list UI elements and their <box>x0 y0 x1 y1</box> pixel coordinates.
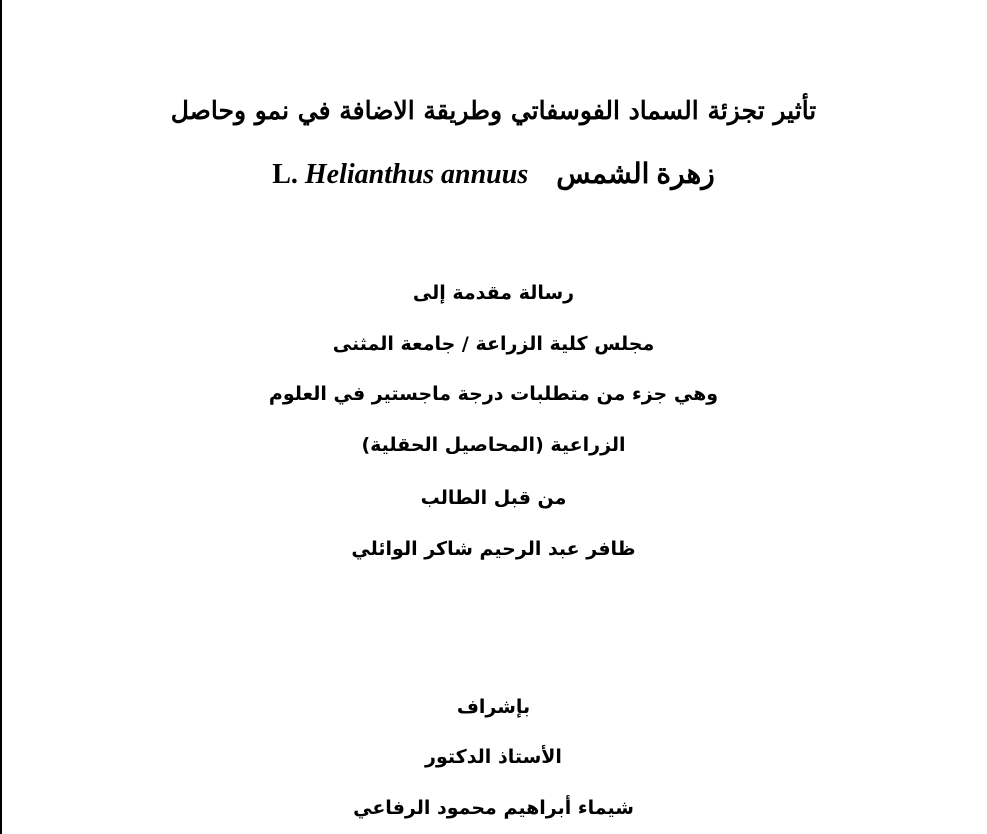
submission-line-1: رسالة مقدمة إلى <box>412 282 575 304</box>
submission-line-3: وهي جزء من متطلبات درجة ماجستير في العلوم <box>268 383 719 405</box>
submission-line-2: مجلس كلية الزراعة / جامعة المثنى <box>332 333 655 355</box>
thesis-title-line-1: تأثير تجزئة السماد الفوسفاتي وطريقة الاضافة في نمو وحاصل <box>170 96 817 125</box>
thesis-title-arabic-name: زهرة الشمس <box>556 159 715 190</box>
supervisor-name: شيماء أبراهيم محمود الرفاعي <box>353 797 634 819</box>
thesis-title-scientific-name: Helianthus annuus <box>304 159 529 190</box>
supervisor-title: الأستاذ الدكتور <box>425 746 562 768</box>
thesis-title-authority: L. <box>272 159 298 190</box>
supervision-label: بإشراف <box>456 696 531 718</box>
submission-line-5: من قبل الطالب <box>420 487 567 509</box>
thesis-title-line-2 <box>0 161 987 189</box>
student-name: ظافر عبد الرحيم شاكر الوائلي <box>351 538 636 560</box>
submission-line-4: الزراعية (المحاصيل الحقلية) <box>361 434 626 456</box>
